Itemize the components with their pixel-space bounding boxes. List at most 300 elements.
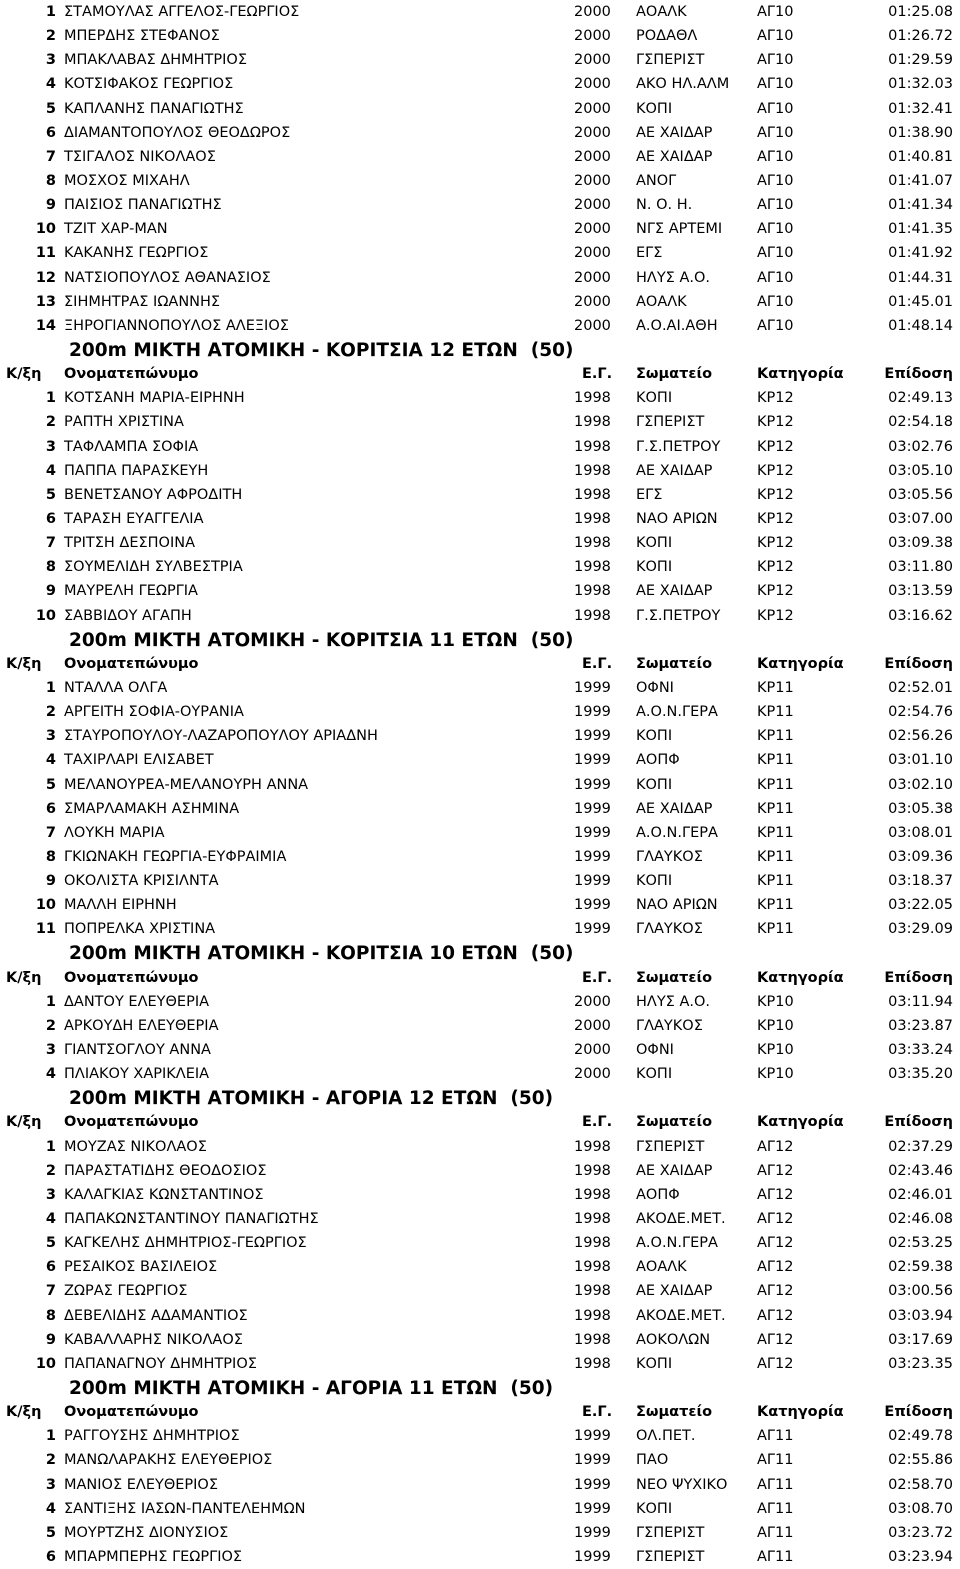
rank-cell: 1 — [45, 1428, 56, 1445]
time-cell: 02:37.29 — [888, 1138, 953, 1155]
club-cell: ΚΟΠΙ — [636, 776, 673, 793]
results-section — [0, 941, 960, 1086]
category-cell: ΚΡ11 — [757, 776, 794, 793]
time-cell: 01:41.34 — [888, 197, 953, 214]
header-year: Ε.Γ. — [582, 969, 613, 986]
club-cell: ΓΣΠΕΡΙΣΤ — [636, 1549, 705, 1565]
table-row — [0, 121, 960, 145]
category-cell: ΚΡ10 — [757, 1042, 794, 1059]
athlete-name-cell: ΤΣΙΓΑΛΟΣ ΝΙΚΟΛΑΟΣ — [64, 148, 216, 165]
time-cell: 03:08.70 — [888, 1500, 953, 1517]
birth-year-cell: 1999 — [574, 824, 611, 841]
athlete-name-cell: ΜΠΑΡΜΠΕΡΗΣ ΓΕΩΡΓΙΟΣ — [64, 1549, 243, 1565]
table-row — [0, 724, 960, 748]
time-cell: 03:02.10 — [888, 776, 953, 793]
category-cell: ΚΡ11 — [757, 921, 794, 938]
time-cell: 03:22.05 — [888, 897, 953, 914]
rank-cell: 5 — [45, 100, 56, 117]
birth-year-cell: 1999 — [574, 752, 611, 769]
category-cell: ΑΓ10 — [757, 245, 794, 262]
athlete-name-cell: ΜΑΝΙΟΣ ΕΛΕΥΘΕΡΙΟΣ — [64, 1476, 219, 1493]
club-cell: ΝΑΟ ΑΡΙΩΝ — [636, 897, 718, 914]
header-time: Επίδοση — [884, 1404, 953, 1421]
birth-year-cell: 1999 — [574, 1452, 611, 1469]
header-rank: Κ/ξη — [6, 366, 42, 383]
category-cell: ΑΓ12 — [757, 1331, 794, 1348]
category-cell: ΑΓ12 — [757, 1138, 794, 1155]
header-category: Κατηγορία — [757, 1404, 844, 1421]
header-rank: Κ/ξη — [6, 1114, 42, 1131]
table-row — [0, 1521, 960, 1545]
club-cell: ΡΟΔΑΘΛ — [636, 28, 698, 45]
athlete-name-cell: ΜΠΕΡΔΗΣ ΣΤΕΦΑΝΟΣ — [64, 28, 220, 45]
birth-year-cell: 1998 — [574, 1235, 611, 1252]
rank-cell: 1 — [45, 1138, 56, 1155]
rank-cell: 2 — [45, 704, 56, 721]
rank-cell: 4 — [45, 752, 56, 769]
athlete-name-cell: ΚΟΤΣΙΦΑΚΟΣ ΓΕΩΡΓΙΟΣ — [64, 76, 234, 93]
club-cell: ΑΟΠΦ — [636, 752, 680, 769]
table-row — [0, 531, 960, 555]
club-cell: ΓΛΑΥΚΟΣ — [636, 848, 703, 865]
club-cell: ΕΓΣ — [636, 245, 663, 262]
rank-cell: 2 — [45, 1452, 56, 1469]
rank-cell: 13 — [35, 293, 56, 310]
category-cell: ΑΓ12 — [757, 1307, 794, 1324]
table-row — [0, 1231, 960, 1255]
athlete-name-cell: ΚΑΠΛΑΝΗΣ ΠΑΝΑΓΙΩΤΗΣ — [64, 100, 244, 117]
rank-cell: 6 — [45, 1549, 56, 1565]
time-cell: 03:17.69 — [888, 1331, 953, 1348]
table-row — [0, 24, 960, 48]
category-cell: ΑΓ10 — [757, 76, 794, 93]
birth-year-cell: 1999 — [574, 921, 611, 938]
time-cell: 02:53.25 — [888, 1235, 953, 1252]
category-cell: ΑΓ10 — [757, 100, 794, 117]
club-cell: ΚΟΠΙ — [636, 1066, 673, 1083]
birth-year-cell: 2000 — [574, 28, 611, 45]
athlete-name-cell: ΔΙΑΜΑΝΤΟΠΟΥΛΟΣ ΘΕΟΔΩΡΟΣ — [64, 124, 291, 141]
athlete-name-cell: ΠΑΠΑΝΑΓΝΟΥ ΔΗΜΗΤΡΙΟΣ — [64, 1355, 257, 1372]
rank-cell: 11 — [35, 921, 56, 938]
table-row — [0, 604, 960, 628]
rank-cell: 3 — [45, 1476, 56, 1493]
table-row — [0, 1352, 960, 1376]
athlete-name-cell: ΤΡΙΤΣΗ ΔΕΣΠΟΙΝΑ — [64, 535, 196, 552]
time-cell: 03:13.59 — [888, 583, 953, 600]
category-cell: ΚΡ11 — [757, 800, 794, 817]
athlete-name-cell: ΜΑΛΛΗ ΕΙΡΗΝΗ — [64, 897, 177, 914]
time-cell: 02:55.86 — [888, 1452, 953, 1469]
time-cell: 03:08.01 — [888, 824, 953, 841]
table-row — [0, 700, 960, 724]
results-section — [0, 338, 960, 628]
athlete-name-cell: ΜΟΥΖΑΣ ΝΙΚΟΛΑΟΣ — [64, 1138, 207, 1155]
athlete-name-cell: ΝΤΑΛΛΑ ΟΛΓΑ — [64, 679, 168, 696]
rank-cell: 5 — [45, 1235, 56, 1252]
athlete-name-cell: ΖΩΡΑΣ ΓΕΩΡΓΙΟΣ — [64, 1283, 188, 1300]
table-row — [0, 1279, 960, 1303]
header-rank: Κ/ξη — [6, 969, 42, 986]
category-cell: ΑΓ11 — [757, 1549, 794, 1565]
rank-cell: 8 — [45, 559, 56, 576]
athlete-name-cell: ΠΛΙΑΚΟΥ ΧΑΡΙΚΛΕΙΑ — [64, 1066, 210, 1083]
table-row — [0, 748, 960, 772]
table-row — [0, 1038, 960, 1062]
club-cell: Α.Ο.ΑΙ.ΑΘΗ — [636, 317, 718, 334]
results-section — [0, 1086, 960, 1376]
event-title: 200m ΜΙΚΤΗ ΑΤΟΜΙΚΗ - ΚΟΡΙΤΣΙΑ 12 ΕΤΩΝ (50) — [69, 339, 574, 361]
table-row — [0, 48, 960, 72]
time-cell: 03:23.94 — [888, 1549, 953, 1565]
birth-year-cell: 2000 — [574, 993, 611, 1010]
table-row — [0, 579, 960, 603]
category-cell: ΑΓ10 — [757, 124, 794, 141]
table-row — [0, 1545, 960, 1569]
club-cell: ΠΑΟ — [636, 1452, 669, 1469]
time-cell: 03:23.35 — [888, 1355, 953, 1372]
club-cell: ΑΟΑΛΚ — [636, 4, 687, 20]
rank-cell: 5 — [45, 486, 56, 503]
rank-cell: 6 — [45, 510, 56, 527]
athlete-name-cell: ΚΑΛΑΓΚΙΑΣ ΚΩΝΣΤΑΝΤΙΝΟΣ — [64, 1186, 264, 1203]
header-rank: Κ/ξη — [6, 1404, 42, 1421]
athlete-name-cell: ΜΑΥΡΕΛΗ ΓΕΩΡΓΙΑ — [64, 583, 198, 600]
category-cell: ΚΡ12 — [757, 607, 794, 624]
rank-cell: 5 — [45, 1524, 56, 1541]
category-cell: ΑΓ10 — [757, 197, 794, 214]
athlete-name-cell: ΝΑΤΣΙΟΠΟΥΛΟΣ ΑΘΑΝΑΣΙΟΣ — [64, 269, 271, 286]
table-row — [0, 1497, 960, 1521]
category-cell: ΚΡ11 — [757, 873, 794, 890]
time-cell: 02:49.78 — [888, 1428, 953, 1445]
rank-cell: 12 — [35, 269, 56, 286]
table-row — [0, 773, 960, 797]
time-cell: 01:44.31 — [888, 269, 953, 286]
birth-year-cell: 1998 — [574, 583, 611, 600]
club-cell: ΑΟΠΦ — [636, 1186, 680, 1203]
header-time: Επίδοση — [884, 1114, 953, 1131]
rank-cell: 1 — [45, 4, 56, 20]
club-cell: ΑΟΑΛΚ — [636, 293, 687, 310]
athlete-name-cell: ΟΚΟΛΙΣΤΑ ΚΡΙΣΙΛΝΤΑ — [64, 873, 219, 890]
birth-year-cell: 1999 — [574, 897, 611, 914]
time-cell: 03:00.56 — [888, 1283, 953, 1300]
time-cell: 03:05.56 — [888, 486, 953, 503]
table-row — [0, 990, 960, 1014]
header-club: Σωματείο — [636, 1404, 713, 1421]
time-cell: 03:18.37 — [888, 873, 953, 890]
rank-cell: 3 — [45, 52, 56, 69]
time-cell: 02:49.13 — [888, 390, 953, 407]
birth-year-cell: 1998 — [574, 510, 611, 527]
birth-year-cell: 1998 — [574, 1307, 611, 1324]
column-header-row — [0, 1110, 960, 1134]
time-cell: 03:02.76 — [888, 438, 953, 455]
table-row — [0, 1135, 960, 1159]
category-cell: ΑΓ10 — [757, 293, 794, 310]
header-category: Κατηγορία — [757, 1114, 844, 1131]
club-cell: ΚΟΠΙ — [636, 1355, 673, 1372]
rank-cell: 14 — [35, 317, 56, 334]
club-cell: ΑΚΟΔΕ.ΜΕΤ. — [636, 1307, 726, 1324]
rank-cell: 5 — [45, 776, 56, 793]
category-cell: ΚΡ12 — [757, 438, 794, 455]
club-cell: ΗΛΥΣ Α.Ο. — [636, 993, 711, 1010]
time-cell: 03:11.94 — [888, 993, 953, 1010]
time-cell: 03:09.38 — [888, 535, 953, 552]
rank-cell: 8 — [45, 172, 56, 189]
birth-year-cell: 1999 — [574, 1476, 611, 1493]
birth-year-cell: 1998 — [574, 1259, 611, 1276]
birth-year-cell: 1998 — [574, 1138, 611, 1155]
club-cell: ΑΝΟΓ — [636, 172, 677, 189]
athlete-name-cell: ΠΑΠΠΑ ΠΑΡΑΣΚΕΥΗ — [64, 462, 209, 479]
table-row — [0, 1159, 960, 1183]
athlete-name-cell: ΠΑΙΣΙΟΣ ΠΑΝΑΓΙΩΤΗΣ — [64, 197, 222, 214]
column-header-row — [0, 362, 960, 386]
athlete-name-cell: ΣΑΝΤΙΞΗΣ ΙΑΣΩΝ-ΠΑΝΤΕΛΕΗΜΩΝ — [64, 1500, 306, 1517]
table-row — [0, 797, 960, 821]
time-cell: 01:40.81 — [888, 148, 953, 165]
athlete-name-cell: ΓΙΑΝΤΣΟΓΛΟΥ ΑΝΝΑ — [64, 1042, 211, 1059]
athlete-name-cell: ΞΗΡΟΓΙΑΝΝΟΠΟΥΛΟΣ ΑΛΕΞΙΟΣ — [64, 317, 289, 334]
birth-year-cell: 1998 — [574, 1186, 611, 1203]
time-cell: 01:26.72 — [888, 28, 953, 45]
rank-cell: 4 — [45, 462, 56, 479]
time-cell: 01:25.08 — [888, 4, 953, 20]
rank-cell: 7 — [45, 148, 56, 165]
table-row — [0, 1014, 960, 1038]
table-row — [0, 435, 960, 459]
time-cell: 02:52.01 — [888, 679, 953, 696]
category-cell: ΚΡ10 — [757, 1017, 794, 1034]
category-cell: ΑΓ11 — [757, 1524, 794, 1541]
category-cell: ΚΡ11 — [757, 752, 794, 769]
time-cell: 03:05.38 — [888, 800, 953, 817]
athlete-name-cell: ΤΖΙΤ ΧΑΡ-ΜΑΝ — [64, 221, 168, 238]
table-row — [0, 97, 960, 121]
athlete-name-cell: ΣΟΥΜΕΛΙΔΗ ΣΥΛΒΕΣΤΡΙΑ — [64, 559, 243, 576]
header-category: Κατηγορία — [757, 655, 844, 672]
club-cell: ΟΦΝΙ — [636, 679, 674, 696]
time-cell: 02:56.26 — [888, 728, 953, 745]
club-cell: ΓΛΑΥΚΟΣ — [636, 921, 703, 938]
table-row — [0, 555, 960, 579]
category-cell: ΑΓ10 — [757, 52, 794, 69]
event-title: 200m ΜΙΚΤΗ ΑΤΟΜΙΚΗ - ΚΟΡΙΤΣΙΑ 10 ΕΤΩΝ (50) — [69, 943, 574, 965]
birth-year-cell: 1999 — [574, 776, 611, 793]
time-cell: 02:59.38 — [888, 1259, 953, 1276]
time-cell: 02:43.46 — [888, 1162, 953, 1179]
rank-cell: 7 — [45, 1283, 56, 1300]
birth-year-cell: 2000 — [574, 148, 611, 165]
rank-cell: 10 — [35, 607, 56, 624]
category-cell: ΚΡ12 — [757, 535, 794, 552]
table-row — [0, 845, 960, 869]
athlete-name-cell: ΚΑΒΑΛΛΑΡΗΣ ΝΙΚΟΛΑΟΣ — [64, 1331, 243, 1348]
club-cell: ΑΟΑΛΚ — [636, 1259, 687, 1276]
category-cell: ΚΡ12 — [757, 462, 794, 479]
time-cell: 03:01.10 — [888, 752, 953, 769]
header-name: Ονοματεπώνυμο — [64, 1114, 199, 1131]
rank-cell: 9 — [45, 1331, 56, 1348]
table-row — [0, 266, 960, 290]
table-row — [0, 410, 960, 434]
club-cell: ΝΓΣ ΑΡΤΕΜΙ — [636, 221, 723, 238]
rank-cell: 8 — [45, 1307, 56, 1324]
rank-cell: 7 — [45, 535, 56, 552]
birth-year-cell: 1998 — [574, 607, 611, 624]
table-row — [0, 507, 960, 531]
time-cell: 03:35.20 — [888, 1066, 953, 1083]
rank-cell: 1 — [45, 993, 56, 1010]
table-row — [0, 821, 960, 845]
athlete-name-cell: ΣΤΑΜΟΥΛΑΣ ΑΓΓΕΛΟΣ-ΓΕΩΡΓΙΟΣ — [64, 4, 300, 20]
athlete-name-cell: ΤΑΦΛΑΜΠΑ ΣΟΦΙΑ — [64, 438, 199, 455]
rank-cell: 1 — [45, 390, 56, 407]
category-cell: ΑΓ10 — [757, 221, 794, 238]
club-cell: ΓΣΠΕΡΙΣΤ — [636, 52, 705, 69]
time-cell: 02:46.01 — [888, 1186, 953, 1203]
time-cell: 01:41.35 — [888, 221, 953, 238]
header-year: Ε.Γ. — [582, 1404, 613, 1421]
birth-year-cell: 1998 — [574, 486, 611, 503]
time-cell: 02:54.76 — [888, 704, 953, 721]
category-cell: ΚΡ12 — [757, 486, 794, 503]
club-cell: ΑΕ ΧΑΙΔΑΡ — [636, 800, 713, 817]
table-row — [0, 483, 960, 507]
athlete-name-cell: ΔΕΒΕΛΙΔΗΣ ΑΔΑΜΑΝΤΙΟΣ — [64, 1307, 248, 1324]
table-row — [0, 1448, 960, 1472]
table-row — [0, 459, 960, 483]
club-cell: ΚΟΠΙ — [636, 535, 673, 552]
birth-year-cell: 1998 — [574, 559, 611, 576]
birth-year-cell: 1999 — [574, 1500, 611, 1517]
header-year: Ε.Γ. — [582, 366, 613, 383]
time-cell: 02:58.70 — [888, 1476, 953, 1493]
time-cell: 01:41.07 — [888, 172, 953, 189]
birth-year-cell: 2000 — [574, 293, 611, 310]
column-header-row — [0, 966, 960, 990]
header-name: Ονοματεπώνυμο — [64, 366, 199, 383]
rank-cell: 10 — [35, 221, 56, 238]
rank-cell: 8 — [45, 848, 56, 865]
birth-year-cell: 1999 — [574, 873, 611, 890]
rank-cell: 3 — [45, 1042, 56, 1059]
athlete-name-cell: ΜΟΣΧΟΣ ΜΙΧΑΗΛ — [64, 172, 190, 189]
birth-year-cell: 1998 — [574, 390, 611, 407]
rank-cell: 2 — [45, 414, 56, 431]
time-cell: 03:23.72 — [888, 1524, 953, 1541]
rank-cell: 11 — [35, 245, 56, 262]
category-cell: ΑΓ12 — [757, 1355, 794, 1372]
table-row — [0, 1424, 960, 1448]
table-row — [0, 72, 960, 96]
club-cell: ΑΕ ΧΑΙΔΑΡ — [636, 462, 713, 479]
athlete-name-cell: ΤΑΡΑΣΗ ΕΥΑΓΓΕΛΙΑ — [64, 510, 204, 527]
table-row — [0, 193, 960, 217]
birth-year-cell: 1999 — [574, 704, 611, 721]
rank-cell: 1 — [45, 679, 56, 696]
birth-year-cell: 1999 — [574, 679, 611, 696]
birth-year-cell: 2000 — [574, 124, 611, 141]
birth-year-cell: 1998 — [574, 438, 611, 455]
category-cell: ΑΓ11 — [757, 1452, 794, 1469]
birth-year-cell: 1999 — [574, 1549, 611, 1565]
category-cell: ΚΡ11 — [757, 897, 794, 914]
category-cell: ΚΡ12 — [757, 510, 794, 527]
category-cell: ΚΡ12 — [757, 559, 794, 576]
club-cell: ΓΣΠΕΡΙΣΤ — [636, 414, 705, 431]
table-row — [0, 217, 960, 241]
birth-year-cell: 1999 — [574, 800, 611, 817]
category-cell: ΑΓ12 — [757, 1283, 794, 1300]
time-cell: 01:32.41 — [888, 100, 953, 117]
table-row — [0, 1473, 960, 1497]
club-cell: ΗΛΥΣ Α.Ο. — [636, 269, 711, 286]
category-cell: ΚΡ11 — [757, 679, 794, 696]
time-cell: 03:23.87 — [888, 1017, 953, 1034]
club-cell: ΝΕΟ ΨΥΧΙΚΟ — [636, 1476, 728, 1493]
time-cell: 03:05.10 — [888, 462, 953, 479]
rank-cell: 3 — [45, 438, 56, 455]
club-cell: Α.Ο.Ν.ΓΕΡΑ — [636, 704, 718, 721]
club-cell: ΓΣΠΕΡΙΣΤ — [636, 1138, 705, 1155]
birth-year-cell: 1999 — [574, 1524, 611, 1541]
time-cell: 01:41.92 — [888, 245, 953, 262]
time-cell: 03:07.00 — [888, 510, 953, 527]
club-cell: ΚΟΠΙ — [636, 559, 673, 576]
category-cell: ΑΓ10 — [757, 148, 794, 165]
athlete-name-cell: ΛΟΥΚΗ ΜΑΡΙΑ — [64, 824, 165, 841]
rank-cell: 2 — [45, 1162, 56, 1179]
header-year: Ε.Γ. — [582, 655, 613, 672]
category-cell: ΚΡ11 — [757, 704, 794, 721]
table-row — [0, 386, 960, 410]
category-cell: ΚΡ12 — [757, 414, 794, 431]
category-cell: ΑΓ12 — [757, 1162, 794, 1179]
club-cell: Γ.Σ.ΠΕΤΡΟΥ — [636, 607, 721, 624]
event-title: 200m ΜΙΚΤΗ ΑΤΟΜΙΚΗ - ΚΟΡΙΤΣΙΑ 11 ΕΤΩΝ (50) — [69, 629, 574, 651]
table-row — [0, 893, 960, 917]
athlete-name-cell: ΜΑΝΩΛΑΡΑΚΗΣ ΕΛΕΥΘΕΡΙΟΣ — [64, 1452, 273, 1469]
birth-year-cell: 1998 — [574, 1162, 611, 1179]
category-cell: ΚΡ10 — [757, 1066, 794, 1083]
club-cell: ΟΦΝΙ — [636, 1042, 674, 1059]
birth-year-cell: 1998 — [574, 462, 611, 479]
club-cell: Α.Ο.Ν.ΓΕΡΑ — [636, 824, 718, 841]
header-time: Επίδοση — [884, 366, 953, 383]
header-rank: Κ/ξη — [6, 655, 42, 672]
time-cell: 01:48.14 — [888, 317, 953, 334]
athlete-name-cell: ΚΑΚΑΝΗΣ ΓΕΩΡΓΙΟΣ — [64, 245, 209, 262]
birth-year-cell: 2000 — [574, 317, 611, 334]
category-cell: ΚΡ12 — [757, 583, 794, 600]
athlete-name-cell: ΔΑΝΤΟΥ ΕΛΕΥΘΕΡΙΑ — [64, 993, 210, 1010]
category-cell: ΑΓ12 — [757, 1186, 794, 1203]
birth-year-cell: 1998 — [574, 1355, 611, 1372]
birth-year-cell: 2000 — [574, 221, 611, 238]
club-cell: ΟΛ.ΠΕΤ. — [636, 1428, 696, 1445]
birth-year-cell: 1998 — [574, 1211, 611, 1228]
club-cell: ΕΓΣ — [636, 486, 663, 503]
club-cell: ΑΟΚΟΛΩΝ — [636, 1331, 711, 1348]
athlete-name-cell: ΣΑΒΒΙΔΟΥ ΑΓΑΠΗ — [64, 607, 192, 624]
athlete-name-cell: ΜΟΥΡΤΖΗΣ ΔΙΟΝΥΣΙΟΣ — [64, 1524, 229, 1541]
birth-year-cell: 1998 — [574, 414, 611, 431]
rank-cell: 3 — [45, 728, 56, 745]
